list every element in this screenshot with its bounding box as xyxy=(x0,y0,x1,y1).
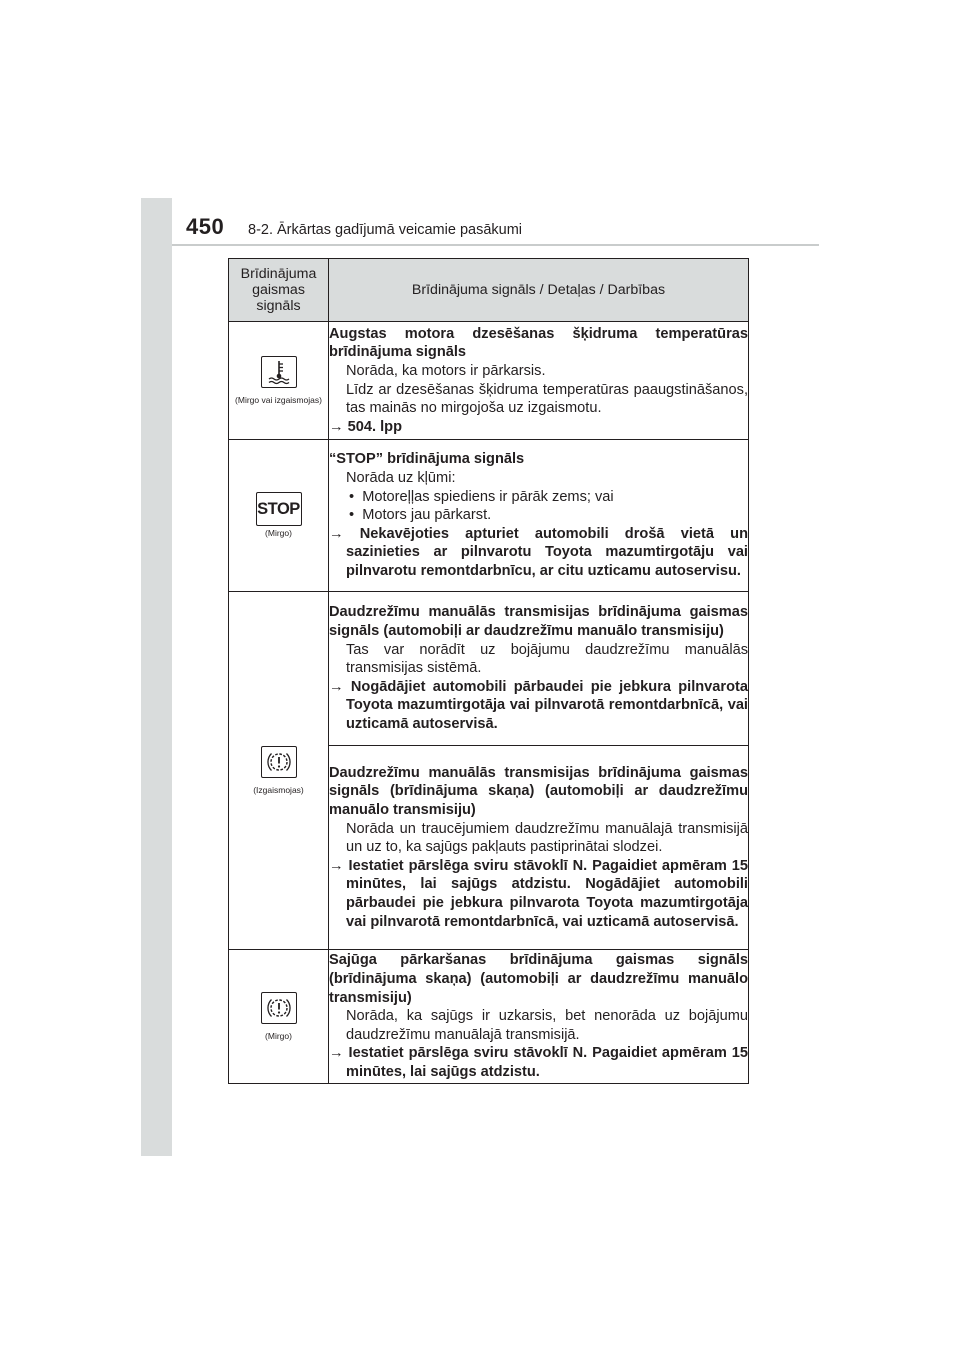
bullet-icon: • xyxy=(349,488,355,505)
stop-icon: STOP xyxy=(256,492,302,526)
bullet-icon: • xyxy=(349,507,355,524)
column-header-details: Brīdinājuma signāls / Detaļas / Darbības xyxy=(329,259,749,322)
page-number: 450 xyxy=(186,214,225,239)
table-header-row xyxy=(229,259,749,322)
header-rule xyxy=(172,244,819,246)
section-title: 8-2. Ārkārtas gadījumā veicamie pasākumi xyxy=(248,222,523,238)
description-cell xyxy=(329,746,749,950)
warning-title: “STOP” brīdinājuma signāls xyxy=(329,451,525,468)
page-reference: 504. lpp xyxy=(347,418,402,435)
description-cell xyxy=(329,440,749,592)
table-row xyxy=(229,592,749,746)
description-line: Norāda un traucējumiem daudzrežīmu manuālajā transmisijā un uz to, ka sajūgs pakļauts pastiprinātai slodzei. xyxy=(346,820,748,856)
lamp-note: (Mirgo) xyxy=(265,528,292,539)
table-row xyxy=(229,440,749,592)
description-cell xyxy=(329,592,749,746)
description-line: Tas var norādīt uz bojājumu daudzrežīmu manuālās transmisijas sistēmā. xyxy=(346,641,748,677)
action-line xyxy=(329,678,748,734)
description-cell xyxy=(329,322,749,440)
description-line: Norāda uz kļūmi: xyxy=(346,470,456,487)
description-cell xyxy=(329,950,749,1084)
action-line xyxy=(329,418,748,437)
icon-cell xyxy=(229,592,329,950)
description-line: Norāda, ka sajūgs ir uzkarsis, bet nenorāda uz bojājumu daudzrežīmu manuālajā transmisijā. xyxy=(346,1008,748,1043)
bullet-item: • Motoreļļas spiediens ir pārāk zems; vai xyxy=(349,488,614,505)
action-line xyxy=(329,857,748,931)
icon-cell xyxy=(229,950,329,1084)
action-text: Nekavējoties apturiet automobili drošā vietā un sazinieties ar pilnvarotu Toyota mazumtirgotāju vai pilnvarotu remontdarbnīcu, ar citu uzticamu autoservisu. xyxy=(346,525,748,579)
arrow-icon: → xyxy=(329,418,344,435)
action-line xyxy=(329,525,748,581)
arrow-icon: → xyxy=(329,525,344,542)
coolant-temperature-icon xyxy=(261,356,297,388)
table-row xyxy=(229,950,749,1084)
clutch-overheat-icon xyxy=(261,992,297,1024)
side-tab-bar xyxy=(141,198,172,1156)
lamp-note: (Mirgo vai izgaismojas) xyxy=(235,394,322,405)
lamp-note: (Izgaismojas) xyxy=(253,784,304,795)
warning-title: Augstas motora dzesēšanas šķidruma temperatūras brīdinājuma signāls xyxy=(329,325,748,361)
action-line xyxy=(329,1044,748,1081)
icon-cell xyxy=(229,322,329,440)
arrow-icon: → xyxy=(329,857,344,874)
lamp-note: (Mirgo) xyxy=(265,1030,292,1041)
arrow-icon: → xyxy=(329,1045,344,1062)
action-text: Iestatiet pārslēga sviru stāvoklī N. Pagaidiet apmēram 15 minūtes, lai sajūgs atdzistu. xyxy=(346,1045,748,1080)
action-text: Nogādājiet automobili pārbaudei pie jebkura pilnvarota Toyota mazumtirgotāja vai pilnvarotā remontdarbnīcā, vai uzticamā autoservisā. xyxy=(346,678,748,732)
table-row xyxy=(229,322,749,440)
description-line: Līdz ar dzesēšanas šķidruma temperatūras paaugstināšanos, tas mainās no mirgojoša uz izgaismotu. xyxy=(346,381,748,417)
action-text: Iestatiet pārslēga sviru stāvoklī N. Pagaidiet apmēram 15 minūtes, lai sajūgs atdzistu. Nogādājiet automobili pārbaudei pie jebkura pilnvarota Toyota mazumtirgotāja vai pilnvarotā remontdarbnīcā, vai uzticamā autoservisā. xyxy=(346,857,748,930)
transmission-warning-icon xyxy=(261,746,297,778)
warning-lights-table xyxy=(228,258,749,1084)
arrow-icon: → xyxy=(329,678,344,695)
icon-cell xyxy=(229,440,329,592)
warning-title: Daudzrežīmu manuālās transmisijas brīdinājuma gaismas signāls (automobiļi ar daudzrežīmu manuālo transmisiju) xyxy=(329,604,748,640)
warning-title: Daudzrežīmu manuālās transmisijas brīdinājuma gaismas signāls (brīdinājuma skaņa) (automobiļi ar daudzrežīmu manuālo transmisiju) xyxy=(329,764,748,819)
bullet-item: • Motors jau pārkarst. xyxy=(349,507,492,524)
column-header-light: Brīdinājuma gaismas signāls xyxy=(229,259,329,322)
description-line: Norāda, ka motors ir pārkarsis. xyxy=(346,362,546,379)
warning-title: Sajūga pārkaršanas brīdinājuma gaismas signāls (brīdinājuma skaņa) (automobiļi ar daudzrežīmu manuālo transmisiju) xyxy=(329,952,748,1006)
